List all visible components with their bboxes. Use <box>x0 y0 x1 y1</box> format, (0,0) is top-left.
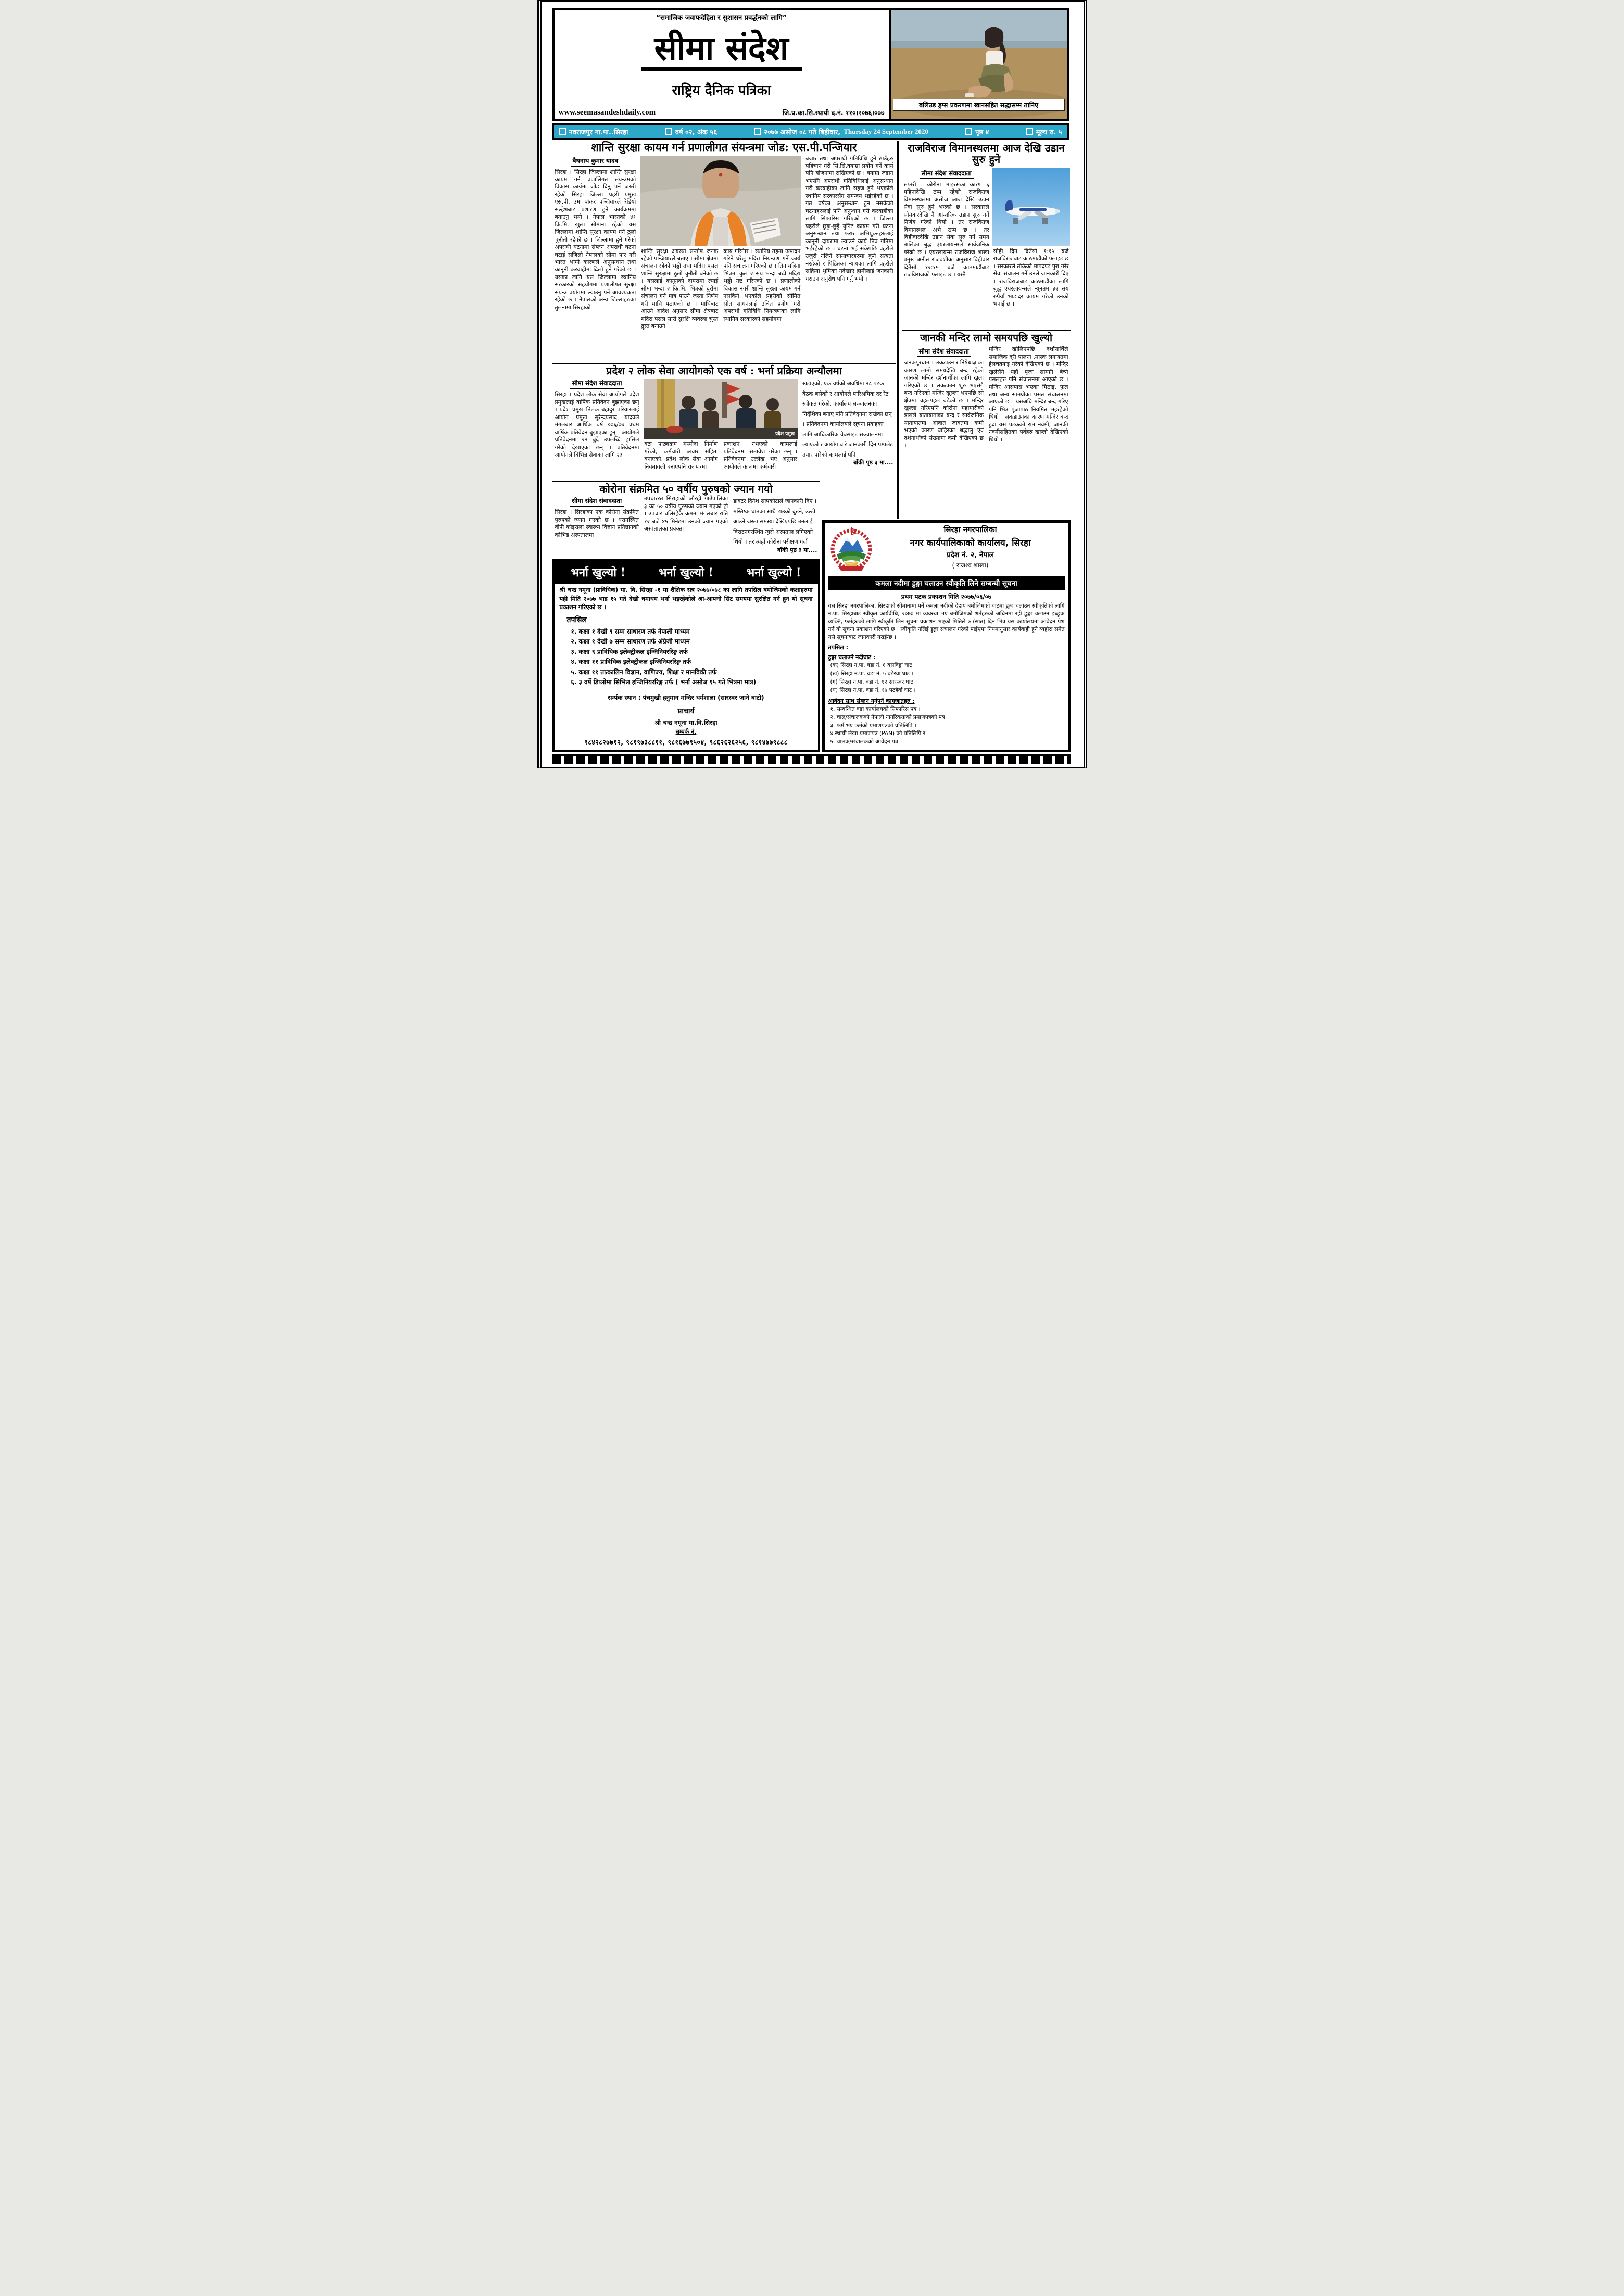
date-english: Thursday 24 September 2020 <box>844 127 928 135</box>
article-security-text-1: सिरहा । सिरहा जिल्लामा शान्ति सुरक्षा कायम गर्न प्रणालिगत संयन्त्रमको विकास कार्यमा जोड दिनु पर्ने जरुरी रहेको सिरहा जिल्ला प्रहरी प्रमुख एस.पी. उमा शंकर पन्जियारले रेडियो सल्हेशबाट प्रशारण हुने कार्यक्रममा बताउनु भयो । नेपाल भारतको ४१ कि.मि. खुला सीमाना रहेको यस जिल्लामा शान्ति सुरक्षा कायम गर्न ठुलो चुनौती रहेको छ । जिल्लामा हुने गरेको अपराधी घटनामा संग्लन अपराधी घटना घटाई सजिलो नेपालको सीमा पार गरी भारत भाग्ने कारणले अनुसन्धान तथा कानूनी करवाहीमा ढिलो हुने गरेको छ । यसका लागि यस जिल्लामा स्थानिय सरकारको सहयोगमा प्रणालीगत सुरक्षा संयन्त्र प्रयोगमा ल्याउनु पर्ने आवश्यकता रहेको छ । नेपालको अन्य जिल्लाहरुका तुलनामा सिरहाको <box>555 168 636 311</box>
ghat-list <box>828 662 1065 695</box>
notice-title-bar: कमला नदीमा डुङ्गा चलाउन स्वीकृति लिने सम्बन्धी सूचना <box>828 576 1065 590</box>
article-security-columns <box>552 155 896 355</box>
article-airport-headline: राजविराज विमानस्थलमा आज देखि उडान सुरु हुने <box>908 142 1065 166</box>
paper-subtitle: राष्ट्रिय दैनिक पत्रिका <box>672 83 771 99</box>
municipality-branch: ( राजश्व शाखा) <box>952 562 989 569</box>
continued-note: बाँकी पृष्ठ ३ मा.... <box>853 459 893 466</box>
continued-note: बाँकी पृष्ठ ३ मा.... <box>777 546 817 553</box>
newspaper-front-page <box>537 0 1087 768</box>
list-item: ६. ३ वर्षे डिप्लोमा सिभिल इन्जिनियररिङ्ग तर्फ ( भर्ना असोज १५ गते भित्रमा मात्र) <box>571 678 757 686</box>
article-loksewa-text-1: सिरहा । प्रदेश लोक सेवा आयोगले प्रदेश प्रमुखलाई वार्षिक प्रतिवेदन बुझाएका छन् । प्रदेश प्रमुख तिलक बहादुर परियारलाई आयोग प्रमुख सुरेन्द्रप्रसाद यादवले मंगलबार आर्थिक वर्ष ०७६/७७ प्रथम वार्षिक प्रतिवेदन बुझाएका हुन् । आयोगले प्रतिवेदनमा २२ बुंदे उपलब्धि हासिल गरेको देखाएका छन् । प्रतिवेदनमा आयोगले विभिन्न सेवाका लागि २३ <box>555 391 639 459</box>
article-janaki-headline: जानकी मन्दिर लामो समयपछि खुल्यो <box>920 332 1053 344</box>
article-corona-col1 <box>552 495 641 551</box>
admission-contact-location: सर्म्पक स्थान : पंचमुखी हनुमान मन्दिर धर्मशाला (सारस्वर जाने बाटो) <box>608 693 764 701</box>
airplane-photo <box>992 168 1070 246</box>
list-item: ५. कक्षा ११ तात्कालिन विज्ञान, वाणिज्य, शिक्षा र मानविकी तर्फ <box>571 668 717 676</box>
square-bullet-icon <box>559 128 566 135</box>
admission-school-name: श्री चन्द्र नमूना मा.वि.सिरहा <box>654 718 717 726</box>
article-airport-text-2: सोही दिन दिउँसो १:१५ बजे राजविराजबाट काठमाडौंको फ्लाइट छ । सरकारले तोकेको मापदण्ड पुरा गरेर सेवा संचालन गर्ने उनले जानकारी दिए । राजविराजबाट काठमाडौंका लागि बुद्ध एयरलायन्सले न्यूनतम ३२ सय रुपैयाँ भाडादर कायम गरेको उनको भनाई छ । <box>993 247 1069 307</box>
article-corona-columns <box>552 495 820 551</box>
article-security-headline: शान्ति सुरक्षा कायम गर्न प्रणालीगत संयन्त्रमा जोड: एस.पी.पन्जियार <box>591 141 857 154</box>
article-airport-columns <box>902 168 1071 319</box>
article-airport-text-1: सप्तरी । कोरोना भाइरसका कारण ६ महिनादेखि ठप्प रहेको राजविराज विमानस्थलमा असोज आज देखि उडान सेवा सुरु हुने भएको छ । सरकारले सोमवारदेखि नै आन्तरिक उडान सुरु गर्ने निर्णय गरेको थियो । तर राजविराज विमानस्थल अभै ठप्प छ । तर बिहीवारदेखि उडान सेवा सुरु गर्ने समय तालिका बुद्ध एयरलायन्सले सार्वजनिक गरेको छ । एयरलायन्स राजविराज शाखा प्रमुख अनील राजवंशीका अनुसार बिहीवार दिउँसो १२:१५ बजे काठमाडौंबाट राजविराजको फ्लाइट छ । यस्तै <box>903 181 989 279</box>
sp-panjiyar-photo <box>640 156 801 246</box>
registration-number: जि.प्र.का.सि.स्थायी द.नं. ११०।२०७६।०७७ <box>782 108 885 117</box>
admission-phone-numbers: ९८४२८२७७१२, ९८१९७३८८११, ९८१६७७९५०४, ९८६२६२६२५६, ९८१४७७९८८८ <box>584 738 788 746</box>
list-item: ४. कक्षा ११ प्राविधिक इलेक्ट्रीकल इन्जिनियररिङ्ग तर्फ <box>571 658 691 666</box>
article-loksewa-col1 <box>552 377 642 475</box>
photo-overlay-label: प्रदेश प्रमुख <box>775 432 795 437</box>
notice-ghat-label: डुङ्गा चलाउने नदीघाट : <box>828 654 876 661</box>
page-count: पृष्ठ ४ <box>975 128 989 136</box>
list-item: ३. कक्षा ९ प्राविधिक इलेक्ट्रीकल इन्जिनियररिङ्ग तर्फ <box>571 648 688 655</box>
volume-issue: वर्ष ०२, अंक ५६ <box>675 128 717 136</box>
article-corona-text-2: उपचाररत सिराहाको औरही गाउँपालिका ३ का ५० वर्षीय पुरुषको ज्यान गएको हो । उपचार चलिरहेकै क्रममा मंगलबार राति १२ बजे ४५ मिनेटमा उनको ज्यान गएको अस्पतालका प्रवक्ता <box>644 495 728 533</box>
article-security-mid-columns <box>638 248 803 355</box>
tagline: “समाजिक जवाफदेहिता र सुशासन प्रवर्द्धनको लागि” <box>656 14 787 22</box>
article-loksewa <box>552 363 896 481</box>
article-corona-headline: कोरोना संक्रमित ५० वर्षीय पुरुषको ज्यान गयो <box>599 483 773 495</box>
list-item: (ख) सिरहा न.पा. वडा नं. ५ बडेरवा घाट । <box>830 671 914 677</box>
article-loksewa-middle <box>641 377 800 475</box>
article-corona-col3 <box>731 495 820 551</box>
article-airport <box>902 141 1071 331</box>
datebar-date-seg <box>754 127 928 136</box>
article-corona-text-3: डाक्टर दिनेश सापकोटाले जानकारी दिए । मस्तिष्क घातका साथै टाउको दुख्ने, उल्टी आउने जस्ता समस्या देखिएपछि उनलाई विराटनगरस्थित न्युरो अस्पताल लगिएको थियो । तर त्यहाँ कोरोना परीक्षण गर्दा <box>733 498 817 546</box>
right-column <box>897 141 1071 519</box>
photo-caption: बलिउड ड्रग्स प्रकरणमा खानसहित सद्धासम्म तानिए <box>893 99 1065 111</box>
airplane-illustration <box>992 168 1070 246</box>
notice-body: यस सिरहा नगरपालिका, सिरहाको सीमानामा पर्ने कमला नदीको देहाय बमोजिमको घाटमा डुङ्गा चलाउन स्वीकृतिको लागि न.पा. सिरहाबाट स्वीकृत कार्यवीधि, २०७७ मा व्यवस्था भए बमोजिमको शर्तहरुको अधिनमा रही डुङ्गा चलाउन इच्छुक व्यक्ति, फर्महरुको लागि स्वीकृति लिन सूचना प्रकाशन भएको मितिले ७ (सात) दिन भित्र यस कार्यालयमा आवेदन पेश गर्न यो सूचना प्रकाशन गरिएको छ । स्वीकृति नलिई डुङ्गा संचालन गरेको पाईएमा नियमानुसार कार्यवाही हुने व्यहोरा समेत यसै सूचनाबाट जानकारी गराईन्छ । <box>828 603 1065 641</box>
article-janaki-text-2: मन्दिर खोलिएपछि दर्शानार्थिले समाजिक दूरी पालना ,मास्क लगायतमा हेलचक्र्याइ गरेको देखिएको छ । मन्दिर खुलेसँगै यहाँ पूजा सामग्री बेच्ने पसलहरु पनि संचालनमा आएको छ । मन्दिर आसपास भएका मिठाइ, फुल तथा अन्य सामग्रीका पसल संचालनमा आएको छ । यसअघि मन्दिर बन्द गरिए पनि भित्र पूजापाठ नियमित भइरहेको थियो । लकडाउनका कारण मन्दिर बन्द हुदा यस पटकको राम नवमी, जानकी नवमीसहितका पर्वहरु खल्लो देखिएको थियो । <box>989 346 1068 443</box>
municipality-notice-box <box>822 520 1071 752</box>
list-item: १. कक्षा १ देखी ९ सम्म साधारण तर्फ नेपाली माध्यम <box>571 628 690 636</box>
article-security-text-3: काय गरिनेछ । स्थानिय तहमा उत्पादन गरिने घरेलु मदिरा नियन्त्रण गर्ने कार्य पनि संचालन गरिएको छ । तिन महिना भित्रमा कुल २ सय भन्दा बढी मदिरा भठ्ठी नष्ट गरिएको छ । प्रणालीको विकास नगरी शान्ति सुरक्षा कायम गर्न नसकिने भएकोले प्रहरीको सीमित स्रोत साधनलाई उचित प्रयोग गरी अपराधी गतिविधि नियन्त्रणका लागि स्थानिय सरकारको सहयोगमा <box>723 247 801 322</box>
date-nepali: २०७७ असोज ०८ गते बिहीवार, <box>764 128 841 136</box>
article-corona-byline: सीमा संदेश संवाददाता <box>570 496 624 507</box>
admission-body <box>555 584 818 749</box>
admission-header-1: भर्ना खुल्यो ! <box>571 566 626 579</box>
edition-location: नवराजपुर गा.पा..सिरहा <box>569 128 628 136</box>
article-loksewa-columns <box>552 377 896 475</box>
list-item: ३. फर्म भए फर्मको प्रमाणपत्रको प्रतिलिपि । <box>830 722 916 729</box>
article-loksewa-text-4: खटाएको, एक वर्षको अवधिमा २८ पटक बैठक बसेको र आयोगले पारिश्रमिक दर रेट स्वीकृत गरेको, कार्यालय सञ्चालनका निर्देशिका बनाए पनि प्रतिवेदनमा राखेका छन् । प्रतिवेदनमा कार्यालयले सूचना प्रवाहका लागि आधिकारिक वेबसाइट सञ्चालनमा ल्याएको र आयोग बारे जानकारी दिन पम्पलेट तयार पारेको कामलाई पनि <box>802 380 893 458</box>
report-handover-photo <box>644 379 798 439</box>
article-security-text-4: बजार तथा अपराधी गतिविधि हुने ठाउँहरु पहिचान गरी सि.सि.क्याम्रा प्रयोग गर्ने कार्य पनि योजनामा राखिएको छ । क्याम्रा जडान भएसँगै अपराधी गतिविधिलाई अनुसन्धान गरी करवाहीका लागि सहज हुने भएकोले स्थानिय सरकारसँग समन्वय भईरहेको छ । गत वर्षका अनुसन्धान हुन नसकेको घटनाहरुलाई पनि अनुन्धान गरी करवाहीका लागि सिफारिस गरिएको छ । जिल्ला प्रहरीले छुट्टा-छुट्टै युनिट कायम गरी घटना अनुसन्धान तथा फरार अभियुक्तहरुलाई कानूनी दायरामा ल्याउने कार्य तिव्र गतिमा भईरहेको छ । घटना भई सकेपछि प्रहरीले उजुरी नलिने सामाचारहरुमा कुनै सत्यता नरहेको र पिडितका न्यायका लागि प्रहरीले सक्रिया भुमिका नदेखाए हामीलाई जनकारी गराउन अनुरोध पनि गर्नु भयो । <box>805 155 893 282</box>
list-item: ४.स्थायी लेखा प्रमाणपत्र (PAN) को प्रतिलिपि र <box>830 730 925 737</box>
article-security <box>552 141 896 362</box>
website-link[interactable]: www.seemasandeshdaily.com <box>558 108 656 117</box>
article-airport-col2 <box>991 168 1071 319</box>
article-corona <box>552 481 820 558</box>
paper-title: सीमा संदेश <box>641 31 802 71</box>
admission-signatory: प्राचार्य <box>677 707 695 715</box>
admission-intro: श्री चन्द्र नमूना (प्राविधिक) मा. वि. सिरहा -१ मा शैक्षिक सत्र २०७७/०७८ का लागि तपसिल बमोजिमको कक्षाहरुमा यही मिति २०७७ भाद्र १५ गते देखी धमाधम भर्ना भइरहेकोले आ-आफ्नो सिट समयमा सुरक्षित गर्न हुन यो सूचना प्रकाशन गरिएको छ । <box>559 586 813 611</box>
datebar-location-seg <box>559 127 628 136</box>
admission-header-bar <box>555 561 818 584</box>
list-item: २. कक्षा १ देखी ७ सम्म साधारण तर्फ अंग्रेजी माध्यम <box>571 638 690 646</box>
emblem-illustration <box>828 525 874 572</box>
datebar-edition-seg <box>665 127 717 136</box>
masthead-left <box>555 10 889 119</box>
masthead-bottom-row <box>559 108 885 117</box>
list-item: २. चाल/संचालकको नेपाली नागरिकताको प्रमाणपत्रको पत्र । <box>830 714 949 721</box>
municipality-name: सिरहा नगरपालिका <box>943 525 997 534</box>
article-loksewa-headline: प्रदेश २ लोक सेवा आयोगको एक वर्ष : भर्ना प्रक्रिया अन्यौलमा <box>606 364 842 377</box>
admission-class-list <box>560 627 813 688</box>
article-loksewa-byline: सीमा संदेश संवाददाता <box>570 379 624 389</box>
datebar-price-seg <box>1026 127 1062 136</box>
municipality-header <box>828 524 1065 574</box>
article-janaki-text-1: जनकपुरधाम । लकडाउन र निषेधाज्ञाका कारण लामो समयदेखि बन्द रहेको जानकी मन्दिर दर्शनार्थीका लागि खुला गरिएको छ । लकडाउन शुरु भएसंगै बन्द गरिएको मन्दिर खुल्ला भएपछि सो क्षेत्रमा चहलपहल बढेको छ । मन्दिर खुल्ला गरिएपनि कोरोना महामारीको त्रासले यातायाताका बन्द र सार्वजनिक यातायातमा आवात जावतमा कमी भएको कारण बाहिरका श्रद्धालु एवं दर्शनार्थीको संख्यामा कमी देखिएको छ । <box>904 359 984 449</box>
list-item: (ग) सिरहा न.पा. वडा नं. १२ सारस्वर घाट । <box>830 678 917 685</box>
article-loksewa-col4 <box>800 377 896 475</box>
article-security-col1 <box>552 155 639 355</box>
list-item: (घ) सिरहा न.पा. वडा नं. १७ पटहेर्वा घाट । <box>830 687 916 693</box>
article-loksewa-text-2a: वटा पाठ्यक्रम मस्यौदा निर्माण गरेको, कर्मचारी अचार संहिता बनाएको, प्रदेश लोक सेवा आयोग नियमावली बनाएपनि राजपत्रमा <box>641 440 721 475</box>
list-item: (क) सिरहा न.पा. वडा नं. ६ बसविट्टा घाट । <box>830 662 916 669</box>
nepal-emblem-icon <box>828 525 874 572</box>
notice-docs-label: आवेदन साथ संग्लन गर्नुपर्ने कागजातहरु : <box>828 697 915 704</box>
article-loksewa-mid-columns <box>641 440 800 475</box>
date-bar <box>552 123 1069 140</box>
admission-header-2: भर्ना खुल्यो ! <box>659 566 713 579</box>
square-bullet-icon <box>1026 128 1033 135</box>
notice-tapasil-label: तपसिल : <box>828 644 848 651</box>
article-janaki-col1 <box>902 346 987 502</box>
article-janaki-columns <box>902 346 1071 502</box>
bottom-checkered-border <box>552 754 1071 764</box>
square-bullet-icon <box>965 128 972 135</box>
article-security-text-2: शान्ति सुरक्षा अवस्था सन्तोष जनक रहेको पन्जियारले बताए । सीमा क्षेत्रमा संचालन रहेको भठ्ठी तथा मदिरा पसल शान्ति सुरक्षामा ठुलो चुनौती बनेको छ । यसलाई कानूनको दायरामा ल्याई सीमा भन्दा २ कि.मि. भित्रको दुरीमा संचालन गर्न मात्र पाउने जस्ता निर्णय गरी माथि पठाएको छ । माथिबाट आउने आदेश अनुसार सीमा क्षेत्रबाट मदिरा पसल सारी सुरक्षि व्यवस्था चुस्त द्रुस्त बनाउने <box>641 247 719 330</box>
article-security-middle <box>638 155 803 355</box>
article-janaki <box>902 331 1071 518</box>
article-airport-col1 <box>902 168 991 319</box>
municipality-office: नगर कार्यपालिकाको कार्यालय, सिरहा <box>910 538 1031 548</box>
content-area <box>552 141 1071 755</box>
article-corona-text-1: सिरहा । सिरहाका एक कोरोना संक्रमित पुरुषको ज्यान गएको छ । धरानस्थित वीपी कोइराला स्वास्थ्य विज्ञान प्रतिष्ठानको कोभिड अस्पतालमा <box>555 509 639 538</box>
masthead-photo <box>889 10 1067 119</box>
admission-notice-box <box>552 559 820 752</box>
admission-header-3: भर्ना खुल्यो ! <box>746 566 801 579</box>
docs-list <box>828 705 1065 747</box>
notice-publish-date: प्रथम पटक प्रकाशन मिति २०७७/०६/०७ <box>901 593 992 600</box>
police-chief-photo-illustration <box>640 156 801 246</box>
list-item: १. सम्बन्धित वडा कार्यालयको सिफारिस पत्र । <box>830 705 921 712</box>
article-airport-byline: सीमा संदेश संवाददाता <box>920 169 974 179</box>
group-photo-illustration <box>644 379 798 439</box>
masthead <box>552 8 1069 121</box>
article-loksewa-text-2b: प्रकाशन नभएको कामलाई प्रतिवेदनमा समावेश गरेका छन् । प्रतिवेदनमा उल्लेख भए अनुसार आयोगले काजमा कर्मचारी <box>723 440 798 470</box>
datebar-pages-seg <box>965 127 989 136</box>
square-bullet-icon <box>754 128 761 135</box>
municipality-province: प्रदेश नं. २, नेपाल <box>947 551 994 559</box>
admission-tapasil-label: तपसिल <box>566 616 587 625</box>
municipality-header-text <box>876 524 1065 570</box>
article-janaki-byline: सीमा संदेश संवाददाता <box>917 347 971 357</box>
list-item: ५. चालक/संचालकको आवेदन पत्र । <box>830 739 902 746</box>
admission-contact-label: सम्पर्क नं. <box>675 728 697 735</box>
price: मूल्य रु. ५ <box>1036 128 1062 136</box>
square-bullet-icon <box>665 128 672 135</box>
article-security-byline: बैधनाथ कुमार यादव <box>571 156 621 167</box>
